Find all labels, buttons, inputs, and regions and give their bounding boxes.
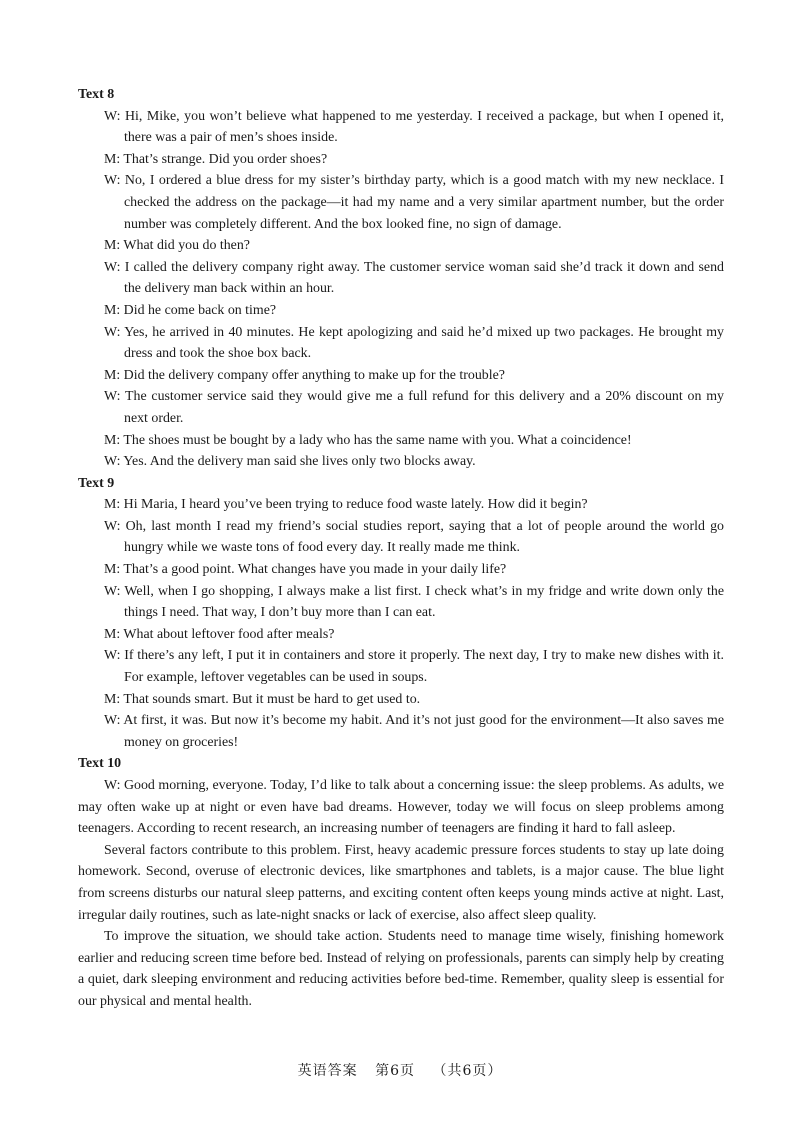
page-footer: [0, 1060, 800, 1080]
dialogue-line: W: Yes. And the delivery man said she lives only two blocks away.: [104, 454, 476, 470]
dialogue-line: M: That’s strange. Did you order shoes?: [104, 151, 328, 167]
dialogue-line: M: Hi Maria, I heard you’ve been trying to reduce food waste lately. How did it begin?: [104, 497, 588, 513]
footer-subject: 英语答案: [297, 1063, 358, 1079]
dialogue-line: W: Oh, last month I read my friend’s social studies report, saying that a lot of people around the world go hungry while we waste tons of food every day. It really made me think.: [104, 518, 724, 556]
dialogue-line: W: No, I ordered a blue dress for my sister’s birthday party, which is a good match with my new necklace. I checked the address on the package—it had my name and a very similar apartment number, but the order number was completely different. And the box looked fine, no sign of damage.: [104, 173, 724, 232]
section-heading-text-8: Text 8: [78, 87, 115, 102]
dialogue-line: W: The customer service said they would give me a full refund for this delivery and a 20% discount on my next order.: [104, 389, 724, 426]
dialogue-line: W: I called the delivery company right away. The customer service woman said she’d track it down and send the delivery man back within an hour.: [104, 259, 724, 297]
monologue-paragraph: W: Good morning, everyone. Today, I’d like to talk about a concerning issue: the sleep problems. As adults, we may often wake up at night or even have bad dreams. However, today we will focus on sleep problems among teenagers. According to recent research, an increasing number of teenagers are finding it hard to fall asleep.: [78, 778, 724, 837]
dialogue-line: M: Did he come back on time?: [104, 302, 277, 318]
footer-page-number: 第6页: [375, 1063, 415, 1079]
dialogue-line: M: What about leftover food after meals?: [104, 626, 335, 642]
dialogue-line: M: The shoes must be bought by a lady who has the same name with you. What a coincidence!: [104, 432, 632, 448]
dialogue-line: M: Did the delivery company offer anything to make up for the trouble?: [104, 367, 505, 383]
section-heading-text-9: Text 9: [78, 475, 115, 491]
dialogue-line: W: Yes, he arrived in 40 minutes. He kept apologizing and said he’d mixed up two packages. He brought my dress and took the shoe box back.: [104, 324, 724, 362]
dialogue-line: M: That sounds smart. But it must be hard to get used to.: [104, 691, 421, 707]
monologue-paragraph: Several factors contribute to this problem. First, heavy academic pressure forces students to stay up late doing homework. Second, overuse of electronic devices, like smartphones and tablets, is a major cause. The blue light from screens disturbs our natural sleep patterns, and exciting content often keeps young minds active at night. Last, irregular daily routines, such as late-night snacks or lack of exercise, also affect sleep quality.: [78, 842, 724, 923]
dialogue-line: W: Well, when I go shopping, I always make a list first. I check what’s in my fridge and write down only the things I need. That way, I don’t buy more than I can eat.: [104, 583, 724, 621]
dialogue-line: W: At first, it was. But now it’s become my habit. And it’s not just good for the environment—It also saves me money on groceries!: [104, 713, 724, 750]
footer-page-total: （共6页）: [432, 1063, 503, 1079]
section-heading-text-10: Text 10: [78, 756, 122, 772]
dialogue-line: W: Hi, Mike, you won’t believe what happened to me yesterday. I received a package, but when I opened it, there was a pair of men’s shoes inside.: [104, 108, 724, 146]
monologue-paragraph: To improve the situation, we should take action. Students need to manage time wisely, finishing homework earlier and reducing screen time before bed. Instead of relying on professionals, parents can simply help by creating a quiet, dark sleeping environment and reducing activities before bed-time. Remember, quality sleep is essential for our physical and mental health.: [78, 929, 724, 1009]
transcript-content: [78, 84, 724, 1013]
dialogue-line: W: If there’s any left, I put it in containers and store it properly. The next day, I try to make new dishes with it. For example, leftover vegetables can be used in soups.: [104, 648, 724, 686]
dialogue-line: M: That’s a good point. What changes have you made in your daily life?: [104, 562, 507, 578]
dialogue-line: M: What did you do then?: [104, 238, 250, 254]
